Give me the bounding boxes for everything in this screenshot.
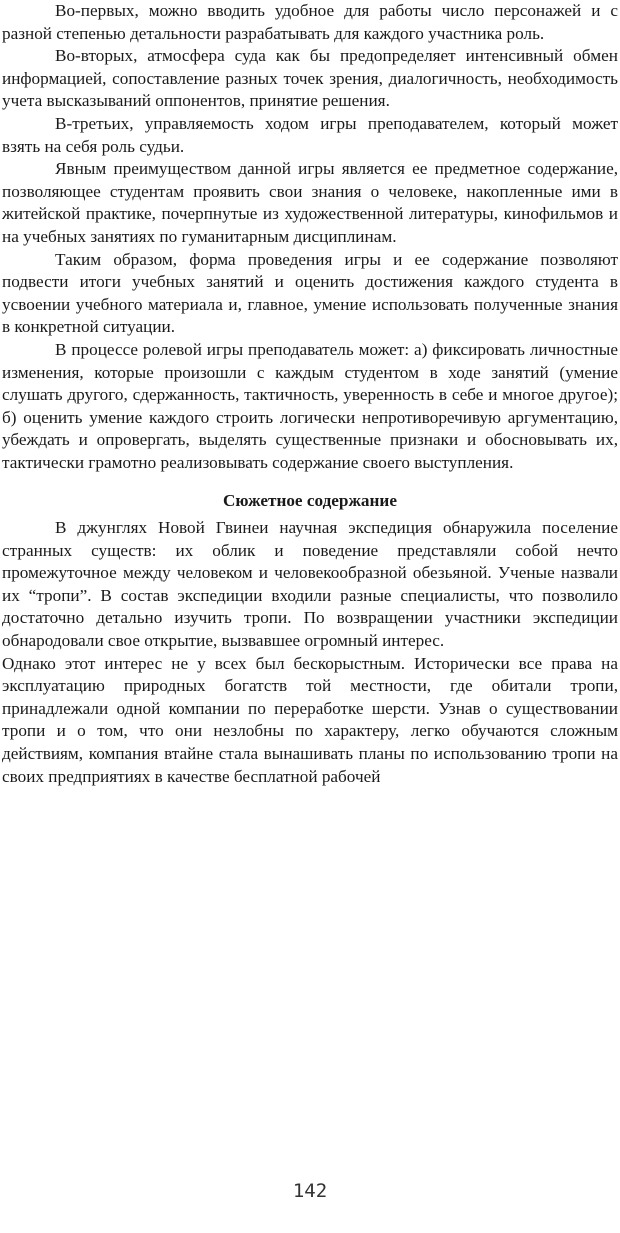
body-text [2,0,618,788]
paragraph-plot-intro: В джунглях Новой Гвинеи научная экспедиция обнаружила поселение странных существ: их облик и поведение представляли собой нечто промежуточное между человеком и человекообразной обезьяной. Ученые назвали их “тропи”. В состав экспедиции входили разные специалисты, что позволило достаточно детально изучить тропи. По возвращении участники экспедиции обнародовали свое открытие, вызвавшее огромный интерес. [2,518,618,651]
paragraph-conclusion: Таким образом, форма проведения игры и ее содержание позволяют подвести итоги учебных занятий и оценить достижения каждого студента в усвоении учебного материала и, главное, умение использовать полученные знания в конкретной ситуации. [2,249,618,337]
page-number: 142 [292,1180,328,1202]
paragraph-third-point: В-третьих, управляемость ходом игры преподавателем, который может взять на себя роль судьи. [2,113,618,156]
paragraph-first-point: Во-первых, можно вводить удобное для работы число персонажей и с разной степенью детальности разрабатывать для каждого участника роль. [2,1,618,43]
paragraph-plot-continuation: Однако этот интерес не у всех был бескорыстным. Исторически все права на эксплуатацию природных богатств той местности, где обитали тропи, принадлежали одной компании по переработке шерсти. Узнав о существовании тропи и о том, что они незлобны по характеру, легко обучаются сложным действиям, компания втайне стала вынашивать планы по использованию тропи на своих предприятиях в качестве бесплатной рабочей [2,653,618,786]
section-heading: Сюжетное содержание [223,491,397,511]
paragraph-advantage: Явным преимуществом данной игры является ее предметное содержание, позволяющее студентам проявить свои знания о человеке, накопленные ими в житейской практике, почерпнутые из художественной литературы, кинофильмов и на учебных занятиях по гуманитарным дисциплинам. [2,159,618,246]
paragraph-second-point: Во-вторых, атмосфера суда как бы предопределяет интенсивный обмен информацией, сопоставление разных точек зрения, диалогичность, необходимость учета высказываний оппонентов, принятие решения. [2,46,618,111]
paragraph-teacher-role: В процессе ролевой игры преподаватель может: а) фиксировать личностные изменения, которые произошли с каждым студентом в ходе занятий (умение слушать другого, сдержанность, тактичность, уверенность в себе и многое другое); б) оценить умение каждого строить логически непротиворечивую аргументацию, убеждать и опровергать, выделять существенные признаки и обосновывать их, тактически грамотно реализовывать содержание своего выступления. [2,339,618,472]
